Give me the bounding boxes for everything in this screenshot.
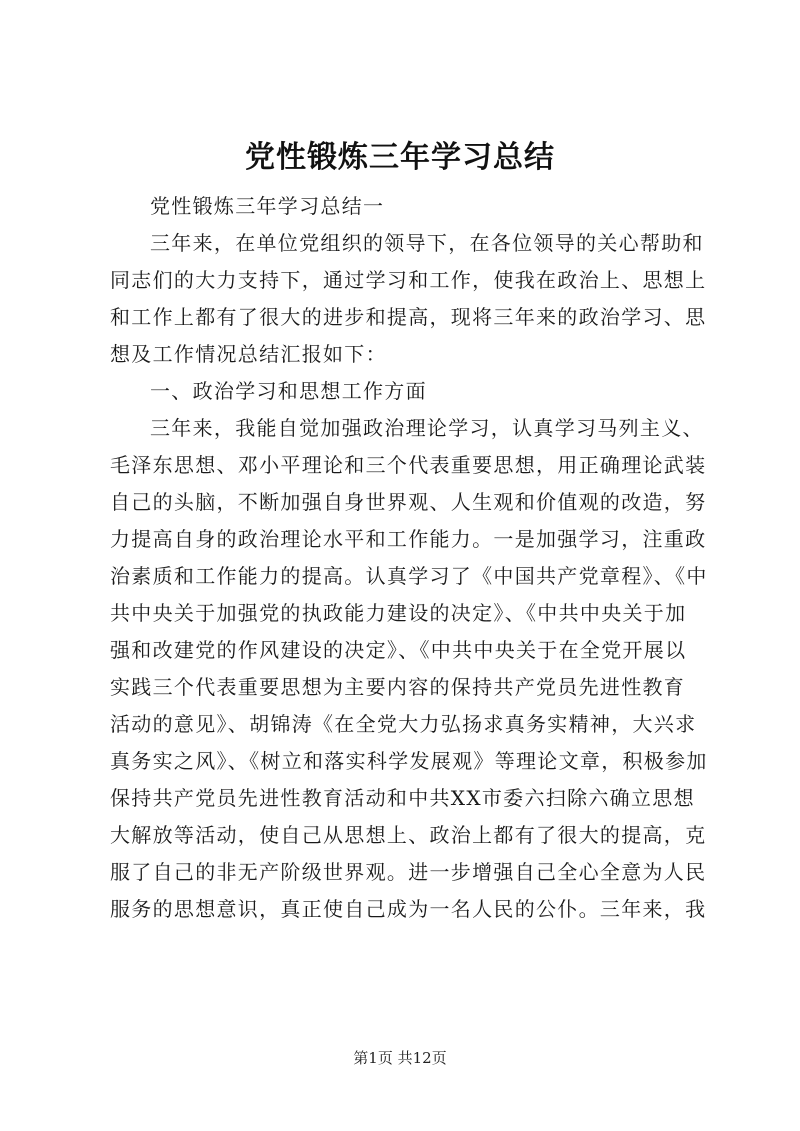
paragraph-line: 服了自己的非无产阶级世界观。进一步增强自己全心全意为人民 (110, 860, 707, 884)
paragraph-line: 强和改建党的作风建设的决定》、《中共中央关于在全党开展以 (110, 638, 687, 662)
paragraph-line: 保持共产党员先进性教育活动和中共XX市委六扫除六确立思想 (110, 786, 695, 810)
paragraph-line: 真务实之风》、《树立和落实科学发展观》等理论文章，积极参加 (110, 749, 708, 773)
document-body (110, 188, 710, 928)
paragraph-line: 自己的头脑，不断加强自身世界观、人生观和价值观的改造，努 (110, 490, 707, 514)
paragraph-line: 想及工作情况总结汇报如下： (110, 342, 387, 366)
section-heading: 一、政治学习和思想工作方面 (150, 379, 427, 403)
section-heading: 党性锻炼三年学习总结一 (150, 194, 385, 218)
paragraph-line: 治素质和工作能力的提高。认真学习了《中国共产党章程》、《中 (110, 564, 708, 588)
page-number-footer: 第1页 共12页 (353, 1049, 447, 1067)
paragraph-line: 活动的意见》、胡锦涛《在全党大力弘扬求真务实精神，大兴求 (110, 712, 697, 736)
paragraph-line: 服务的思想意识，真正使自己成为一名人民的公仆。三年来，我 (110, 897, 707, 921)
document-title: 党性锻炼三年学习总结 (245, 140, 555, 175)
paragraph-line: 毛泽东思想、邓小平理论和三个代表重要思想，用正确理论武装 (110, 453, 707, 477)
paragraph-line: 三年来，我能自觉加强政治理论学习，认真学习马列主义、 (150, 416, 704, 440)
paragraph-line: 力提高自身的政治理论水平和工作能力。一是加强学习，注重政 (110, 527, 707, 551)
paragraph-line: 实践三个代表重要思想为主要内容的保持共产党员先进性教育 (110, 675, 686, 699)
paragraph-line: 同志们的大力支持下，通过学习和工作，使我在政治上、思想上 (110, 268, 707, 292)
paragraph-line: 和工作上都有了很大的进步和提高，现将三年来的政治学习、思 (110, 305, 707, 329)
paragraph-line: 大解放等活动，使自己从思想上、政治上都有了很大的提高，克 (110, 823, 707, 847)
paragraph-line: 三年来，在单位党组织的领导下，在各位领导的关心帮助和 (150, 231, 704, 255)
paragraph-line: 共中央关于加强党的执政能力建设的决定》、《中共中央关于加 (110, 601, 687, 625)
